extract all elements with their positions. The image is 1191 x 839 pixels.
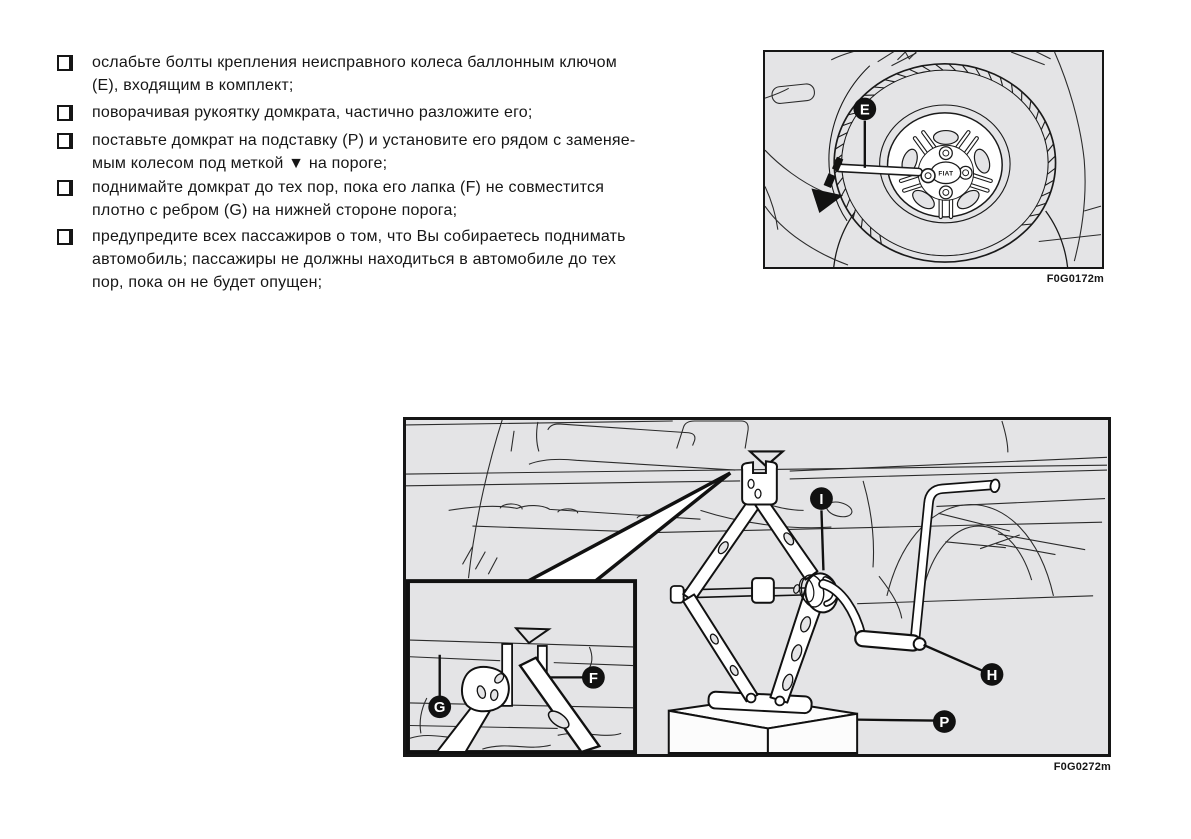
list-item xyxy=(57,101,533,124)
figure-wheel-wrench xyxy=(763,50,1104,269)
list-item xyxy=(57,225,626,294)
label-G xyxy=(428,696,451,719)
figure-jack-stand xyxy=(403,417,1111,757)
list-item-text xyxy=(92,51,617,97)
text-line: предупредите всех пассажиров о том, что Вы собираетесь поднимать xyxy=(92,228,626,245)
text-line: мым колесом под меткой ▼ на пороге; xyxy=(92,155,388,172)
tread-tick xyxy=(1047,144,1053,152)
figure2-code: F0G0272m xyxy=(1053,761,1111,773)
tread-tick xyxy=(1036,110,1039,119)
inset-detail-box xyxy=(408,581,635,752)
text-line: автомобиль; пассажиры не должны находиться в автомобиле до тех xyxy=(92,251,617,268)
label-G-letter: G xyxy=(433,700,446,717)
tread-tick xyxy=(885,80,895,82)
text-line: пор, пока он не будет опущен; xyxy=(92,274,323,291)
bullet-square-icon xyxy=(57,180,73,196)
label-F xyxy=(582,666,605,689)
label-E-letter: E xyxy=(859,102,870,119)
list-item-text xyxy=(92,101,533,124)
text-line: поворачивая рукоятку домкрата, частично разложите его; xyxy=(92,104,533,121)
jack-figure-svg xyxy=(406,420,1108,754)
wheel-figure-svg xyxy=(765,52,1102,267)
list-item-text xyxy=(92,225,626,294)
tread-tick xyxy=(896,74,906,77)
tread-tick xyxy=(861,219,862,228)
label-P xyxy=(933,710,956,733)
list-item xyxy=(57,176,604,222)
list-item-text xyxy=(92,129,635,175)
figure1-code: F0G0172m xyxy=(1046,273,1104,285)
tread-tick xyxy=(874,87,884,88)
text-line: (Е), входящим в комплект; xyxy=(92,77,294,94)
label-E xyxy=(853,98,876,168)
tread-tick xyxy=(1041,121,1045,130)
tread-tick xyxy=(1029,101,1030,110)
text-line: ослабьте болты крепления неисправного колеса баллонным ключом xyxy=(92,54,617,71)
list-item xyxy=(57,129,635,175)
text-line: плотно с ребром (G) на нижней стороне порога; xyxy=(92,202,458,219)
tread-tick xyxy=(909,69,918,73)
rim-window xyxy=(934,131,959,145)
tread-tick xyxy=(1048,156,1055,163)
bullet-square-icon xyxy=(57,105,73,121)
label-P-letter: P xyxy=(939,715,950,731)
text-line: поставьте домкрат на подставку (Р) и установите его рядом с заменяе- xyxy=(92,132,636,149)
label-H xyxy=(981,663,1004,686)
label-I xyxy=(810,487,833,510)
text-line: поднимайте домкрат до тех пор, пока его лапка (F) не совместится xyxy=(92,179,605,196)
label-I-letter: I xyxy=(819,492,824,508)
inset-callout-wedge xyxy=(528,473,730,581)
label-F-letter: F xyxy=(588,670,598,687)
tread-tick xyxy=(922,66,931,71)
tread-tick xyxy=(935,64,943,70)
bullet-square-icon xyxy=(57,229,73,245)
tread-tick xyxy=(837,177,843,185)
list-item xyxy=(57,51,617,97)
jack-screw-trunnion xyxy=(752,578,774,603)
list-item-text xyxy=(92,176,604,222)
bullet-square-icon xyxy=(57,133,73,149)
jack-top-bracket xyxy=(742,461,777,504)
tread-tick xyxy=(1045,132,1050,140)
bullet-square-icon xyxy=(57,55,73,71)
hub-brand-text: FIAT xyxy=(938,170,954,178)
tread-tick xyxy=(846,199,850,208)
label-H-letter: H xyxy=(986,667,998,684)
